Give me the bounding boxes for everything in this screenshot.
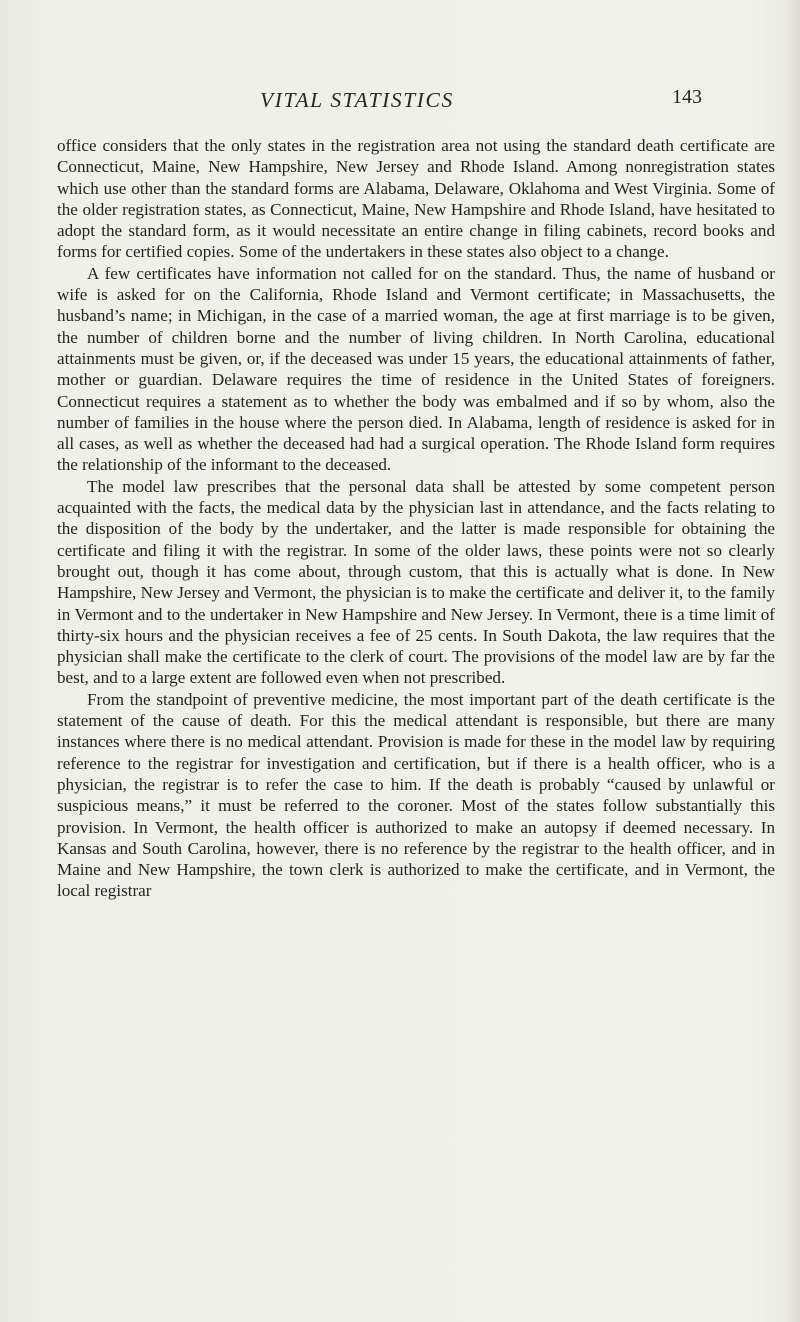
page-edge-shadow xyxy=(786,0,800,1322)
paragraph-model-law: The model law prescribes that the personal data shall be attested by some competent person acquainted with the facts, the medical data by the physician last in attendance, and the facts relating to the disposition of the body by the undertaker, and the latter is made responsible for obtaining the certificate and filing it with the registrar. In some of the older laws, these points were not so clearly brought out, though it has come about, through custom, that this is actually what is done. In New Hampshire, New Jersey and Vermont, the physician is to make the certificate and deliver it, to the family in Vermont and to the undertaker in New Hampshire and New Jersey. In Vermont, theıe is a time limit of thirty-six hours and the physician receives a fee of 25 cents. In South Dakota, the law requires that the physician shall make the certificate to the clerk of court. The provisions of the model law are by far the best, and to a large extent are followed even when not prescribed. xyxy=(57,476,775,688)
running-title: VITAL STATISTICS xyxy=(260,88,454,112)
paragraph-additional-information: A few certificates have information not called for on the standard. Thus, the name of husband or wife is asked for on the California, Rhode Island and Vermont certificate; in Massachusetts, the husband’s name; in Michigan, in the case of a married woman, the age at first marriage is to be given, the number of children borne and the number of living children. In North Carolina, educational attainments must be given, or, if the deceased was under 15 years, the educational attainments of father, mother or guardian. Delaware requires the time of residence in the United States of foreigners. Connecticut requires a statement as to whether the body was embalmed and if so by whom, also the number of families in the house where the person died. In Alabama, length of residence is asked for in all cases, as well as whether the deceased had had a surgical operation. The Rhode Island form requires the relationship of the informant to the deceased. xyxy=(57,263,775,475)
body-text xyxy=(57,135,775,902)
paragraph-continuation: office considers that the only states in the registration area not using the standard death certificate are Connecticut, Maine, New Hampshire, New Jersey and Rhode Island. Among nonregistration states which use other than the standard forms are Alabama, Delaware, Oklahoma and West Virginia. Some of the older registration states, as Connecticut, Maine, New Hampshire and Rhode Island, have hesitated to adopt the standard form, as it would necessitate an entire change in filing cabinets, record books and forms for certified copies. Some of the undertakers in these states also object to a change. xyxy=(57,136,775,262)
paragraph-preventive-medicine: From the standpoint of preventive medicine, the most important part of the death certificate is the statement of the cause of death. For this the medical attendant is responsible, but there are many instances where there is no medical attendant. Provision is made for these in the model law by requiring reference to the registrar for investigation and certification, but if there is a health officer, who is a physician, the registrar is to refer the case to him. If the death is probably “caused by unlawful or suspicious means,” it must be referred to the coroner. Most of the states follow substantially this provision. In Vermont, the health officer is authorized to make an autopsy if deemed necessary. In Kansas and South Carolina, however, there is no reference by the registrar to the health officer, and in Maine and New Hampshire, the town clerk is authorized to make the certificate, and in Vermont, the local registrar xyxy=(57,689,775,901)
page-number: 143 xyxy=(672,86,702,108)
page-header xyxy=(0,88,800,118)
